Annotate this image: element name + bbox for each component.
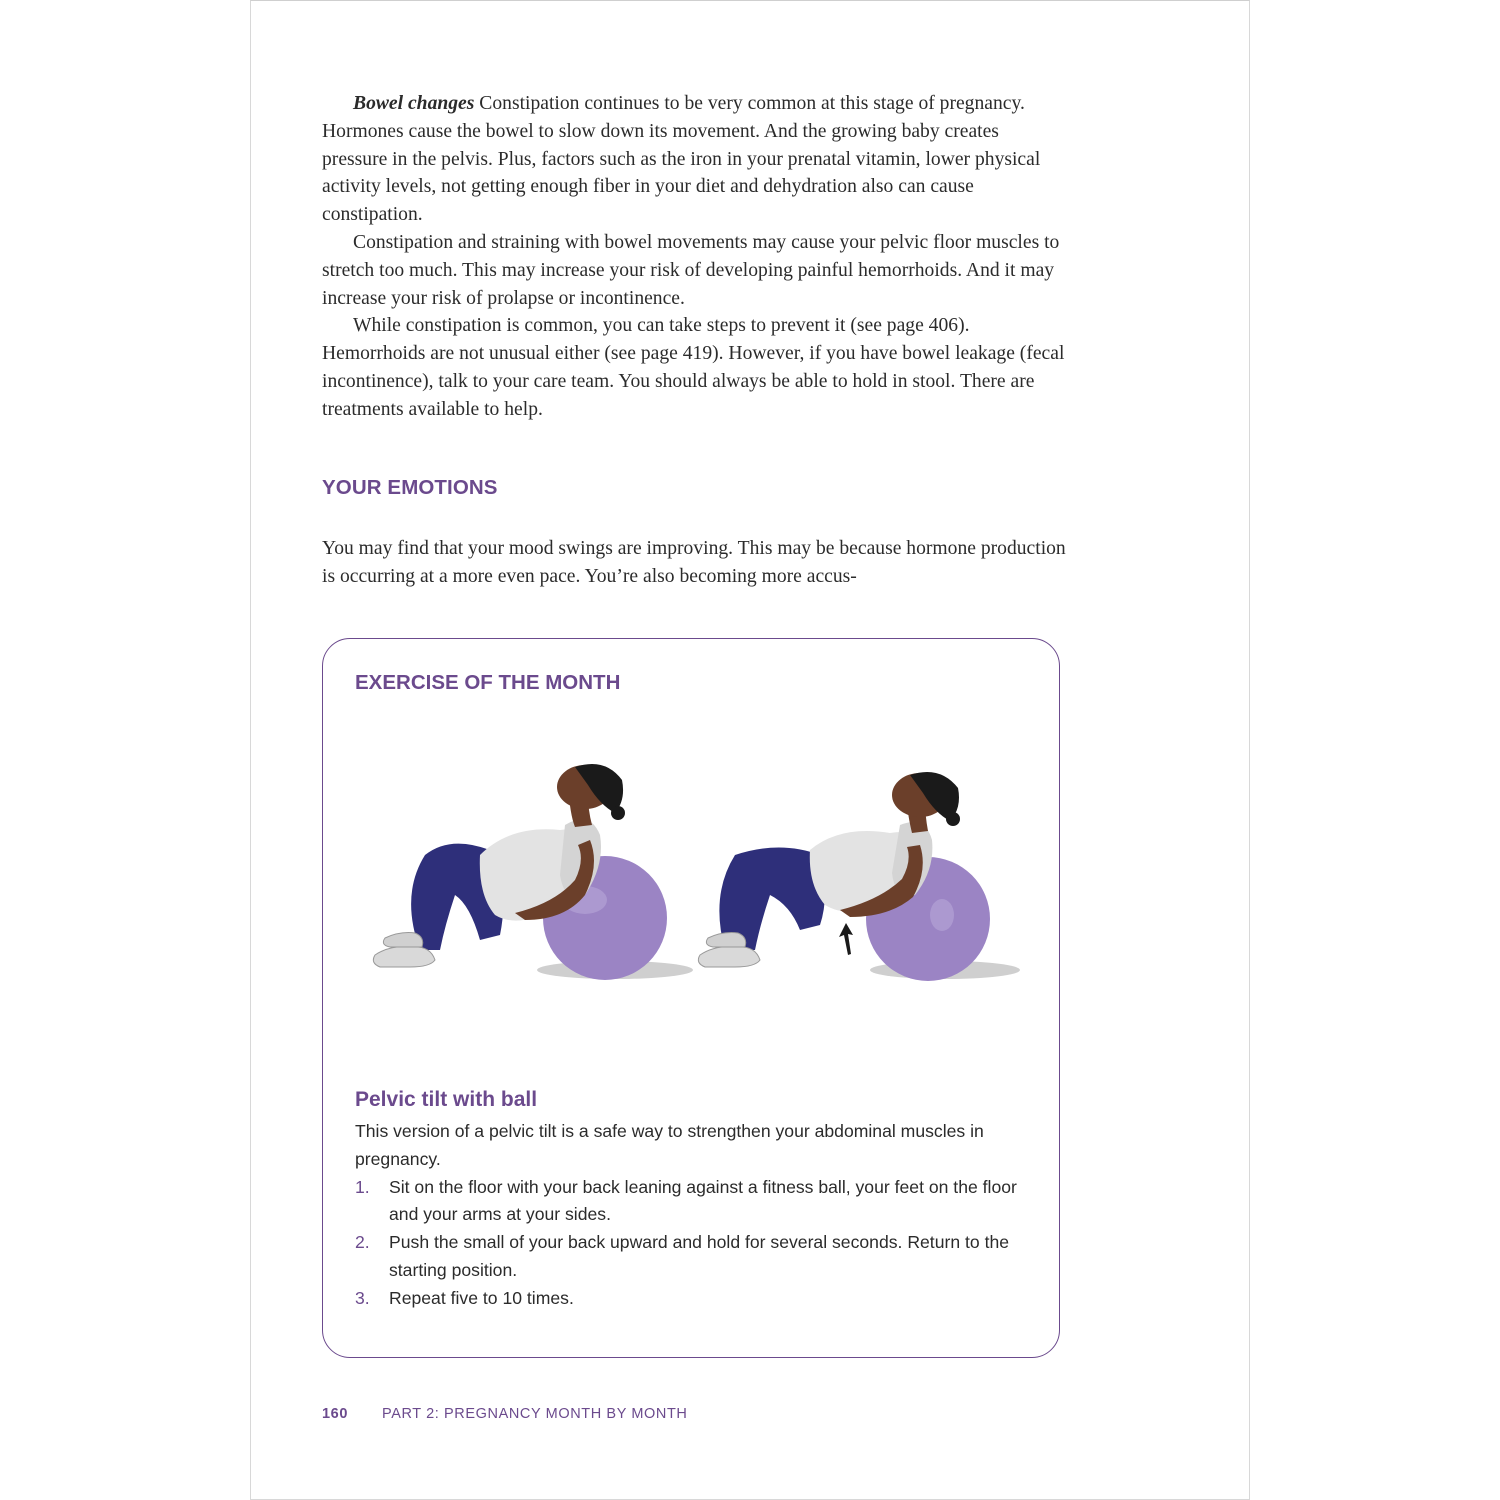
- step-text: Repeat five to 10 times.: [389, 1287, 574, 1308]
- step-number: 3.: [355, 1287, 370, 1308]
- pelvic-tilt-illustration: [360, 755, 1040, 995]
- up-arrow-icon: [839, 923, 853, 955]
- runin-heading: Bowel changes: [353, 93, 475, 114]
- running-head: PART 2: PREGNANCY MONTH BY MONTH: [382, 1406, 688, 1422]
- exercise-instructions: [355, 1118, 1045, 1313]
- page-footer: [322, 1406, 688, 1422]
- exercise-steps-list: [355, 1174, 1045, 1313]
- exercise-intro: This version of a pelvic tilt is a safe way to strengthen your abdominal muscles in pregnancy.: [355, 1121, 984, 1169]
- list-item: [355, 1285, 1045, 1313]
- step-number: 2.: [355, 1232, 370, 1253]
- step-number: 1.: [355, 1176, 370, 1197]
- step-text: Push the small of your back upward and hold for several seconds. Return to the starting position.: [389, 1232, 1010, 1280]
- step-text: Sit on the floor with your back leaning against a fitness ball, your feet on the floor and your arms at your sides.: [389, 1176, 1017, 1225]
- exercise-title: Pelvic tilt with ball: [355, 1088, 538, 1111]
- exercise-box-title: EXERCISE OF THE MONTH: [355, 671, 621, 694]
- bowel-changes-section: [322, 90, 1067, 424]
- emotions-paragraph-1: You may find that your mood swings are improving. This may be because hormone production is occurring at a more even pace. You’re also becoming more accus-: [322, 538, 1066, 587]
- bowel-paragraph-1-text: Constipation continues to be very common at this stage of pregnancy. Hormones cause the bowel to slow down its movement. And the growing baby creates pressure in the pelvis. Plus, factors such as the iron in your prenatal vitamin, lower physical activity levels, not getting enough fiber in your diet and dehydration also can cause constipation.: [322, 93, 1041, 226]
- bowel-paragraph-3: While constipation is common, you can take steps to prevent it (see page 406). Hemorrhoids are not unusual either (see page 419). However, if you have bowel leakage (fecal incontinence), talk to your care team. You should always be able to hold in stool. There are treatments available to help.: [322, 315, 1065, 420]
- bowel-paragraph-2: Constipation and straining with bowel movements may cause your pelvic floor muscles to stretch too much. This may increase your risk of developing painful hemorrhoids. And it may increase your risk of prolapse or incontinence.: [322, 231, 1060, 309]
- list-item: [355, 1174, 1045, 1230]
- section-heading-emotions: YOUR EMOTIONS: [322, 476, 498, 499]
- figure-tilt-position: [698, 772, 1020, 981]
- bowel-paragraph-1: [322, 90, 1067, 229]
- page-number: 160: [322, 1406, 348, 1422]
- emotions-section: [322, 535, 1067, 591]
- list-item: [355, 1229, 1045, 1285]
- figure-start-position: [373, 764, 693, 980]
